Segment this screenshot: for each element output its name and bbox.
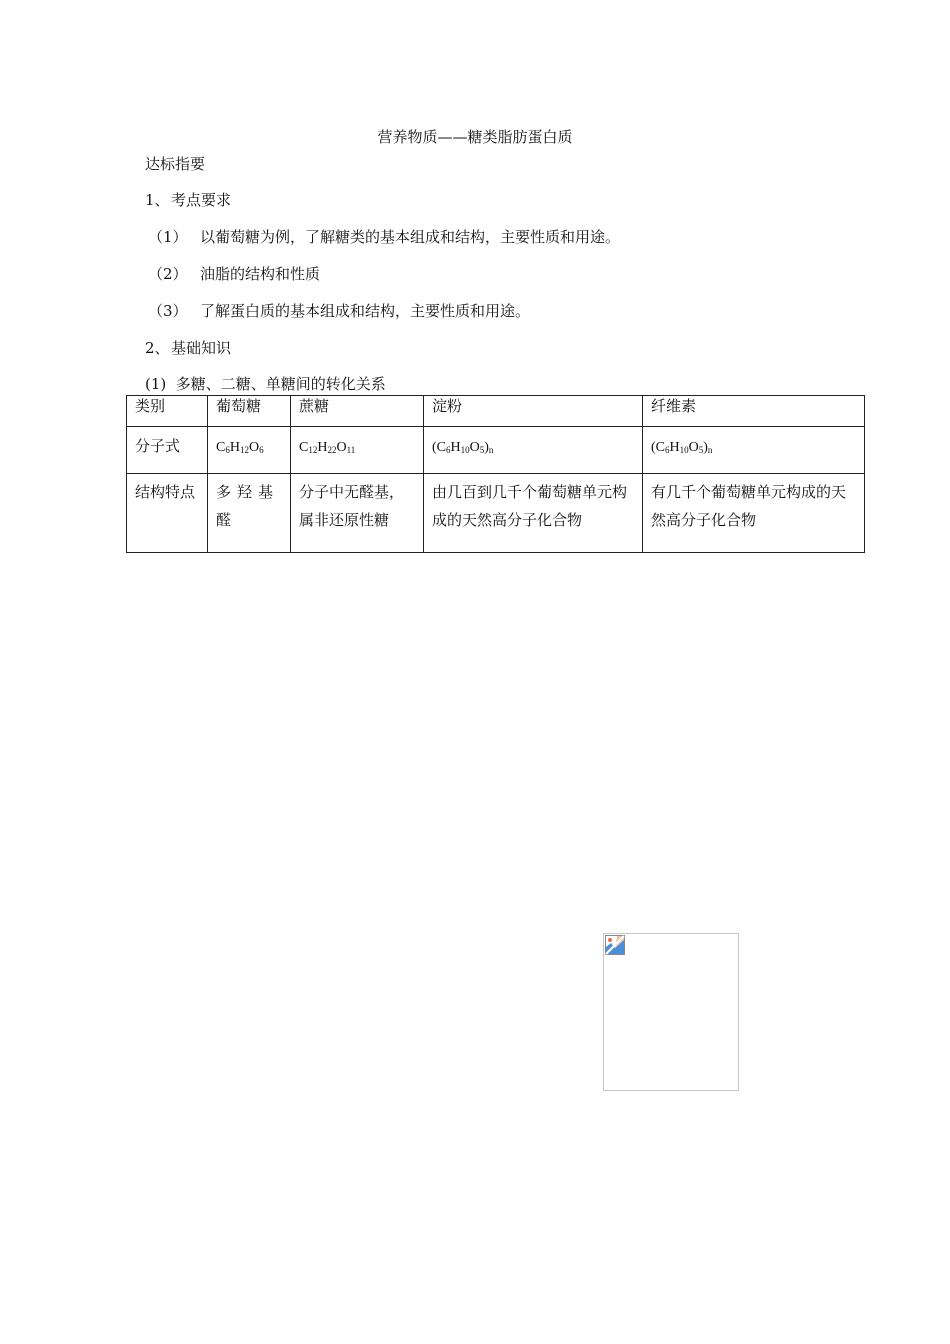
sugar-table <box>126 395 865 553</box>
item-1-number: 1、 <box>145 191 170 209</box>
requirement-2 <box>148 263 320 284</box>
requirement-1-number: （1） <box>148 228 188 246</box>
formula-row <box>127 427 865 474</box>
requirement-3-text: 了解蛋白质的基本组成和结构，主要性质和用途。 <box>200 302 531 320</box>
formula-sucrose: $C_{12}H_{22}O_{11}$ <box>291 427 424 474</box>
item-2-text: 基础知识 <box>171 339 232 357</box>
broken-image-icon <box>605 935 625 955</box>
structure-cellulose: 有几千个葡萄糖单元构成的天然高分子化合物 <box>643 474 865 553</box>
header-starch: 淀粉 <box>424 396 643 427</box>
structure-label: 结构特点 <box>127 474 208 553</box>
image-placeholder <box>603 933 739 1091</box>
item-2 <box>145 337 231 358</box>
structure-starch: 由几百到几千个葡萄糖单元构成的天然高分子化合物 <box>424 474 643 553</box>
header-category: 类别 <box>127 396 208 427</box>
formula-cellulose: $(C_6H_{10}O_5)_n$ <box>643 427 865 474</box>
section-heading: 达标指要 <box>145 155 206 173</box>
requirement-1-text: 以葡萄糖为例，了解糖类的基本组成和结构，主要性质和用途。 <box>200 228 621 246</box>
requirement-3 <box>148 300 530 321</box>
subsection-1-number: (1) <box>145 375 167 393</box>
header-cellulose: 纤维素 <box>643 396 865 427</box>
subsection-1-text: 多糖、二糖、单糖间的转化关系 <box>175 375 386 393</box>
formula-starch: $(C_6H_{10}O_5)_n$ <box>424 427 643 474</box>
table-header-row <box>127 396 865 427</box>
structure-glucose: 多羟基醛 <box>208 474 291 553</box>
structure-sucrose: 分子中无醛基，属非还原性糖 <box>291 474 424 553</box>
header-glucose: 葡萄糖 <box>208 396 291 427</box>
subsection-1 <box>145 373 386 394</box>
requirement-2-number: （2） <box>148 265 188 283</box>
structure-row <box>127 474 865 553</box>
item-1-text: 考点要求 <box>171 191 232 209</box>
requirement-3-number: （3） <box>148 302 188 320</box>
document-title: 营养物质——糖类脂肪蛋白质 <box>377 128 573 146</box>
formula-glucose: $C_6H_{12}O_6$ <box>208 427 291 474</box>
item-1 <box>145 189 231 210</box>
requirement-1 <box>148 226 620 247</box>
formula-label: 分子式 <box>127 427 208 474</box>
header-sucrose: 蔗糖 <box>291 396 424 427</box>
item-2-number: 2、 <box>145 339 170 357</box>
requirement-2-text: 油脂的结构和性质 <box>200 265 321 283</box>
